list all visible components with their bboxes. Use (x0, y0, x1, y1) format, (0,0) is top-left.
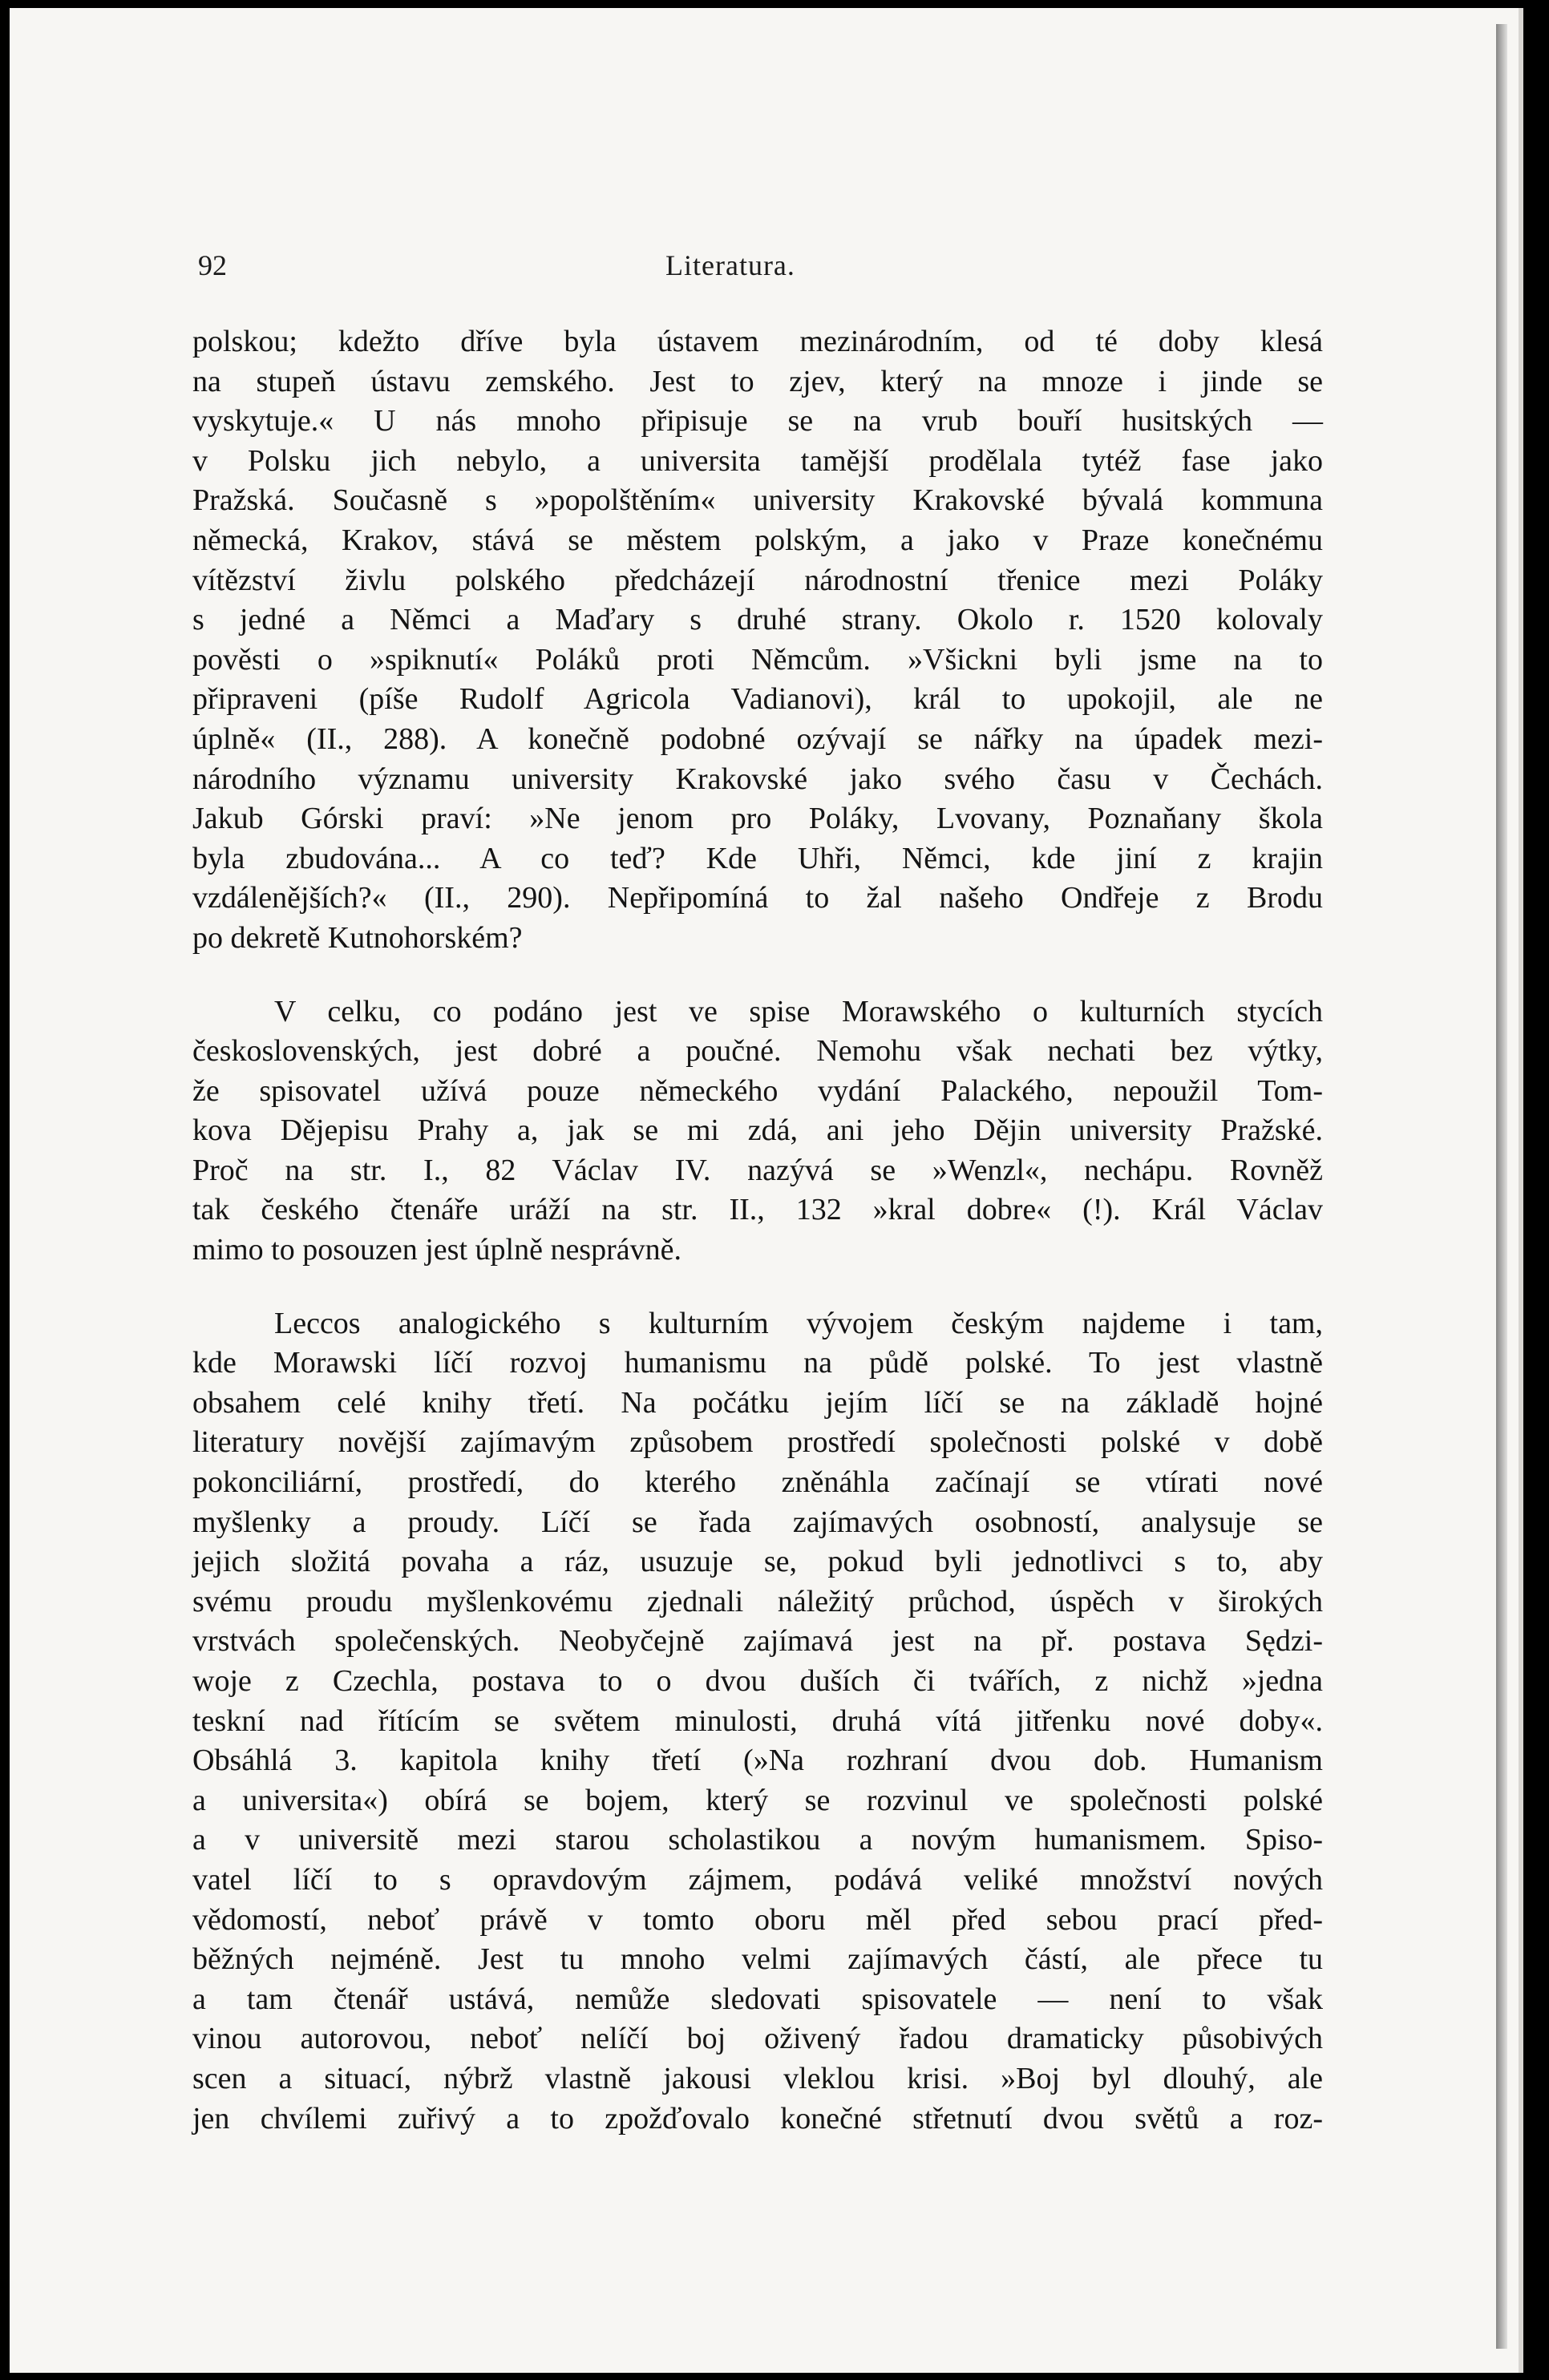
text-line: a tam čtenář ustává, nemůže sledovati spisovatele — není to však (192, 1982, 1323, 2016)
text-line: a universita«) obírá se bojem, který se rozvinul ve společnosti polské (192, 1783, 1323, 1817)
text-line: kde Morawski líčí rozvoj humanismu na půdě polské. To jest vlastně (192, 1346, 1323, 1380)
text-line: Obsáhlá 3. kapitola knihy třetí (»Na rozhraní dvou dob. Humanism (192, 1744, 1323, 1778)
text-line: pokonciliární, prostředí, do kterého zněnáhla začínají se vtírati nové (192, 1465, 1323, 1500)
text-line: scen a situací, nýbrž vlastně jakousi vleklou krisi. »Boj byl dlouhý, ale (192, 2061, 1323, 2095)
body-text (192, 322, 1323, 2139)
text-line: tak českého čtenáře uráží na str. II., 132 »kral dobre« (!). Král Václav (192, 1193, 1323, 1227)
text-line: v Polsku jich nebylo, a universita tamější prodělala tytéž fase jako (192, 443, 1323, 478)
text-line: Leccos analogického s kulturním vývojem českým najdeme i tam, (274, 1306, 1323, 1340)
text-line: že spisovatel užívá pouze německého vydání Palackého, nepoužil Tom- (192, 1073, 1323, 1108)
page-number: 92 (198, 249, 227, 281)
text-line: československých, jest dobré a poučné. Nemohu však nechati bez výtky, (192, 1034, 1323, 1069)
text-line: Pražská. Současně s »popolštěním« university Krakovské bývalá kommuna (192, 483, 1323, 518)
text-line: úplně« (II., 288). A konečně podobné ozývají se nářky na úpadek mezi- (192, 721, 1323, 756)
running-title: Literatura. (665, 249, 795, 281)
text-line: kova Dějepisu Prahy a, jak se mi zdá, ani jeho Dějin university Pražské. (192, 1113, 1323, 1148)
paragraph-gap (192, 1271, 1323, 1304)
text-line: vědomostí, neboť právě v tomto oboru měl před sebou prací před- (192, 1902, 1323, 1937)
text-line: vyskytuje.« U nás mnoho připisuje se na vrub bouří husitských — (192, 404, 1323, 438)
page-edge-shadow (1496, 24, 1507, 2349)
text-line: běžných nejméně. Jest tu mnoho velmi zajímavých částí, ale přece tu (192, 1942, 1323, 1977)
book-page (10, 8, 1523, 2373)
text-line: Proč na str. I., 82 Václav IV. nazývá se »Wenzl«, nechápu. Rovněž (192, 1153, 1323, 1187)
text-line: jen chvílemi zuřivý a to zpožďovalo konečné střetnutí dvou světů a roz- (192, 2101, 1323, 2136)
text-line: vinou autorovou, neboť nelíčí boj oživený řadou dramaticky působivých (192, 2022, 1323, 2056)
paragraph-2 (192, 992, 1323, 1271)
text-line: po dekretě Kutnohorském? (192, 920, 523, 955)
text-line: Jakub Górski praví: »Ne jenom pro Poláky, Lvovany, Poznaňany škola (192, 802, 1323, 836)
text-line: vítězství živlu polského předcházejí národnostní třenice mezi Poláky (192, 563, 1323, 597)
text-line: vzdálenějších?« (II., 290). Nepřipomíná to žal našeho Ondřeje z Brodu (192, 881, 1323, 915)
text-line: vrstvách společenských. Neobyčejně zajímavá jest na př. postava Sędzi- (192, 1624, 1323, 1659)
text-line: teskní nad řítícím se světem minulosti, druhá vítá jitřenku nové doby«. (192, 1703, 1323, 1738)
text-line: svému proudu myšlenkovému zjednali náležitý průchod, úspěch v širokých (192, 1584, 1323, 1618)
text-line: byla zbudována... A co teď? Kde Uhři, Němci, kde jiní z krajin (192, 841, 1323, 875)
paragraph-3 (192, 1304, 1323, 2139)
text-line: V celku, co podáno jest ve spise Morawského o kulturních stycích (274, 994, 1323, 1028)
text-line: mimo to posouzen jest úplně nesprávně. (192, 1233, 681, 1267)
text-line: literatury novější zajímavým způsobem prostředí společnosti polské v době (192, 1425, 1323, 1460)
text-line: pověsti o »spiknutí« Poláků proti Němcům. »Všickni byli jsme na to (192, 642, 1323, 677)
paragraph-gap (192, 959, 1323, 992)
text-line: a v universitě mezi starou scholastikou a novým humanismem. Spiso- (192, 1823, 1323, 1857)
text-line: vatel líčí to s opravdovým zájmem, podává veliké množství nových (192, 1862, 1323, 1897)
text-line: připraveni (píše Rudolf Agricola Vadianovi), král to upokojil, ale ne (192, 682, 1323, 717)
text-line: myšlenky a proudy. Líčí se řada zajímavých osobností, analysuje se (192, 1505, 1323, 1539)
text-line: národního významu university Krakovské jako svého času v Čechách. (192, 762, 1323, 796)
text-line: jejich složitá povaha a ráz, usuzuje se, pokud byli jednotlivci s to, aby (192, 1545, 1323, 1579)
text-line: na stupeň ústavu zemského. Jest to zjev, který na mnoze i jinde se (192, 364, 1323, 398)
paragraph-1 (192, 322, 1323, 959)
text-line: s jedné a Němci a Maďary s druhé strany. Okolo r. 1520 kolovaly (192, 603, 1323, 637)
text-line: polskou; kdežto dříve byla ústavem mezinárodním, od té doby klesá (192, 325, 1323, 358)
page-header (10, 249, 1519, 297)
text-line: německá, Krakov, stává se městem polským, a jako v Praze konečnému (192, 523, 1323, 557)
text-line: woje z Czechla, postava to o dvou duších či tvářích, z nichž »jedna (192, 1664, 1323, 1698)
text-line: obsahem celé knihy třetí. Na počátku jejím líčí se na základě hojné (192, 1385, 1323, 1420)
